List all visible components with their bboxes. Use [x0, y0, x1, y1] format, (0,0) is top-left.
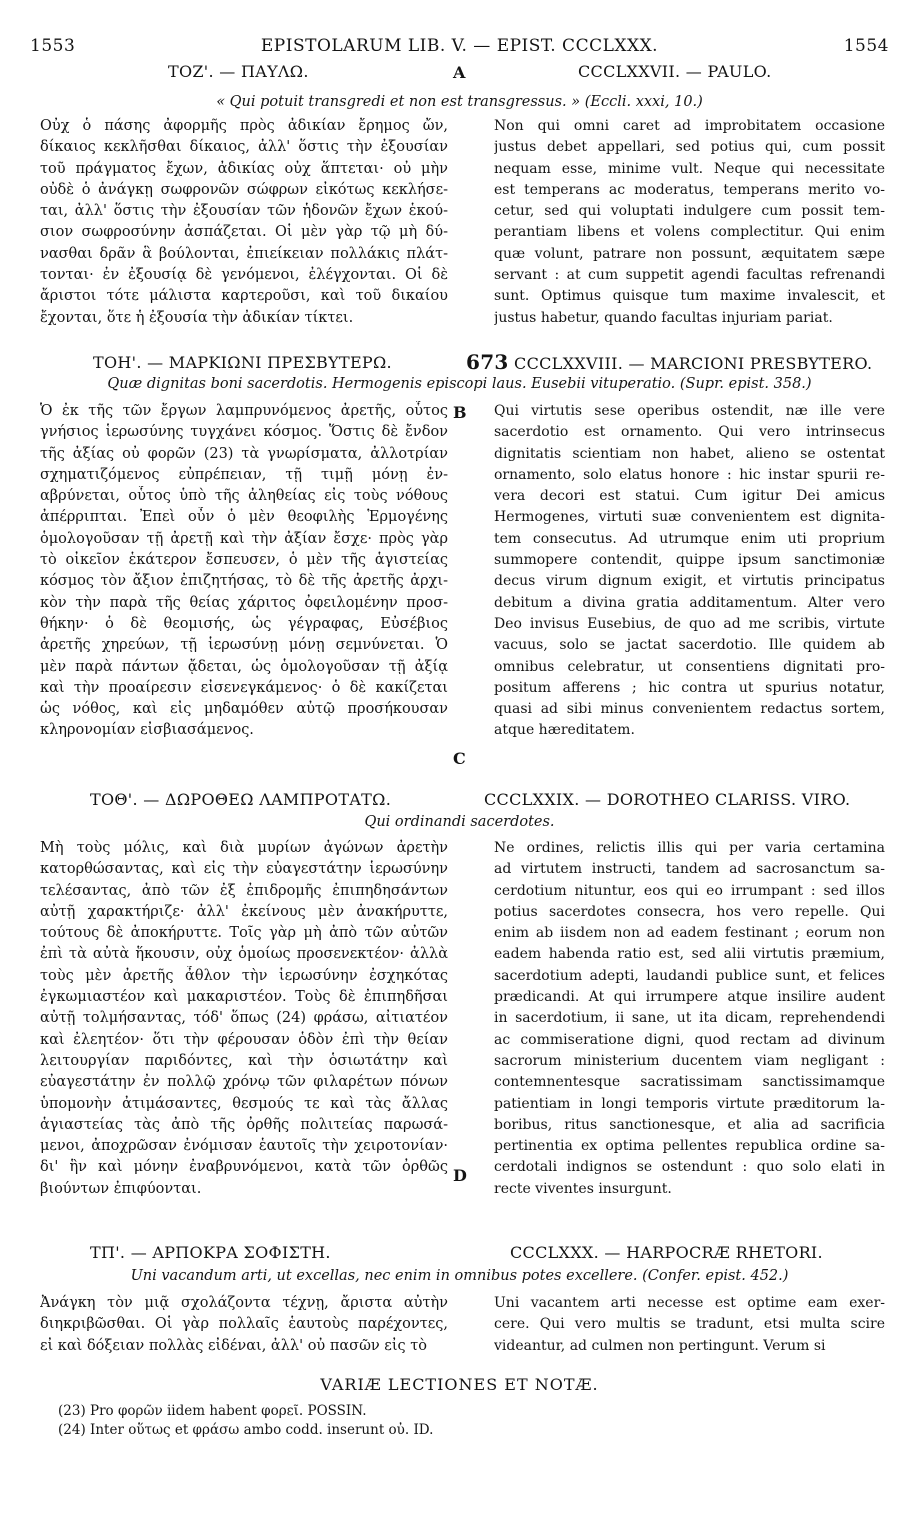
text-line: γνήσιος ἱερωσύνης τυγχάνει κόσμος. Ὅστις δὲ ἔνδον: [40, 424, 448, 441]
text-line: τελέσαντας, ἀπὸ τῶν ἐξ ἐπιδρομῆς ἐπιπηδησάντων: [40, 882, 448, 899]
text-line: τοῦ πράγματος ἔχων, ἀδικίας οὐχ ἅπτεται· οὐ μὴν: [40, 160, 448, 177]
text-line: patientiam in longi temporis virtute præditorum la-: [494, 1095, 885, 1112]
text-line: est temperans ac moderatus, temperans merito vo-: [494, 181, 885, 198]
section-2-latin-title: CCCLXXVIII. — MARCIONI PRESBYTERO.: [514, 354, 873, 373]
text-line: βιούντων ἐπιφύονται.: [40, 1180, 202, 1197]
text-line: sacerdotium adepti, laudandi publice sunt, et felices: [494, 967, 885, 984]
text-line: αὐτῇ τολμήσαντας, τόδ' ὅπως (24) φράσω, αἰτιατέον: [40, 1010, 448, 1027]
margin-marker-b: B: [453, 403, 467, 422]
notes-list: [58, 1402, 433, 1440]
text-line: ad virtutem instructi, tandem ad sacrosanctum sa-: [494, 861, 885, 878]
section-3-latin-title: CCCLXXIX. — DOROTHEO CLARISS. VIRO.: [484, 790, 851, 809]
text-line: sacrorum ministerium ducentem viam negligant :: [494, 1052, 885, 1069]
text-line: ὑπομονὴν ἀτιμάσαντες, θεσμούς τε καὶ τὰς ἄλλας: [40, 1095, 448, 1112]
section-2-latin-text: [494, 401, 885, 742]
text-line: κατορθώσαντας, καὶ εἰς τὴν εὐαγεστάτην ἱερωσύνην: [40, 861, 448, 878]
text-line: vera decori est statui. Cum igitur Dei amicus: [494, 488, 885, 505]
text-line: cetur, sed qui voluptati indulgere cum possit tem-: [494, 203, 885, 220]
text-line: θήκην· ὁ δὲ θεομισής, ὡς γέγραφας, Εὐσέβιος: [40, 615, 448, 632]
text-line: Hermogenes, virtuti suæ convenientem est dignita-: [494, 509, 885, 526]
text-line: servant : at cum suppetit agendi facultas refrenandi: [494, 267, 885, 284]
text-line: atque hæreditatem.: [494, 722, 635, 739]
text-line: οὐδὲ ὁ ἀνάγκῃ σωφρονῶν σώφρων εἰκότως κεκλήσε-: [40, 181, 448, 198]
text-line: tem consecutus. Ad utrumque enim uti proprium: [494, 530, 885, 547]
text-line: τὸ οἰκεῖον ἑκάτερον ἔσπευσεν, ὁ μὲν τῆς ἁγιστείας: [40, 552, 448, 569]
text-line: in sacerdotium, ii sane, ut ita dicam, reprehendendi: [494, 1010, 885, 1027]
notes-title: VARIÆ LECTIONES ET NOTÆ.: [320, 1375, 599, 1394]
text-line: τοὺς μὲν ἀρετῆς ἆθλον τὴν ἱερωσύνην ἐσχηκότας: [40, 967, 448, 984]
text-line: eadem habenda ratio est, sed alii virtutis præmium,: [494, 946, 885, 963]
section-2-latin-heading: [466, 350, 872, 374]
text-line: pertinentia ex optima pellentes republica ordine sa-: [494, 1138, 885, 1155]
section-1-greek-text: [40, 116, 448, 329]
section-1-latin-title: CCCLXXVII. — PAULO.: [578, 62, 772, 81]
text-line: perantiam libens et volens complectitur. Qui enim: [494, 224, 885, 241]
section-4-greek-title: ΤΠ'. — ΑΡΠΟΚΡΑ ΣΟΦΙΣΤΗ.: [90, 1243, 331, 1262]
text-line: quæ volunt, patrare non possunt, æquitatem sæpe: [494, 245, 885, 262]
text-line: videantur, ad culmen non pertingunt. Verum si: [494, 1337, 826, 1354]
text-line: δι' ἣν καὶ μόνην ἐναβρυνόμενοι, κατὰ τῶν ὀρθῶς: [40, 1159, 448, 1176]
text-line: dignitatis scientiam non habet, alieno se ostentat: [494, 445, 885, 462]
text-line: σιον σωφροσύνην ἀσπάζεται. Οἱ μὲν γὰρ τῷ μὴ δύ-: [40, 224, 448, 241]
text-line: τούτους δὲ ἀποκήρυττε. Τοῖς γὰρ μὴ ἀπὸ τῶν αὐτῶν: [40, 925, 448, 942]
text-line: summopere contendit, quippe ipsum sanctimoniæ: [494, 552, 885, 569]
text-line: μενοι, ἀποχρῶσαν ἐνόμισαν ἑαυτοῖς τὴν χειροτονίαν·: [40, 1138, 448, 1155]
section-1-greek-title: ΤΟΖ'. — ΠΑΥΛΩ.: [168, 62, 309, 81]
text-line: omnibus celebratur, ut consentiens dignitati pro-: [494, 658, 885, 675]
text-line: εὐαγεστάτην ἐν πολλῷ χρόνῳ τῶν φιλαρέτων πόνων: [40, 1074, 448, 1091]
text-line: κληρονομίαν εἰσβιασάμενος.: [40, 722, 254, 739]
text-line: cerdotali indignos se ostendunt : quo solo elati in: [494, 1159, 885, 1176]
text-line: nequam esse, minime vult. Neque qui necessitate: [494, 160, 885, 177]
margin-marker-a: A: [453, 63, 466, 82]
section-3-greek-text: [40, 838, 448, 1200]
text-line: cerdotium nituntur, eos qui eo irrumpant : sed illos: [494, 882, 885, 899]
text-line: Qui virtutis sese operibus ostendit, næ ille vere: [494, 403, 885, 419]
text-line: decus virum dignum exigit, et virtutis principatus: [494, 573, 885, 590]
text-line: ἐγκωμιαστέον καὶ μακαριστέον. Τοὺς δὲ ἐπιπηδῆσαι: [40, 989, 448, 1006]
text-line: justus debet appellari, sed potius qui, cum possit: [494, 139, 885, 156]
note-item: (23) Pro φορῶν iidem habent φορεῖ. POSSIN.: [58, 1403, 367, 1419]
text-line: αὐτῇ χαρακτήριζε· ἀλλ' ἐκείνους μὲν ἀνακήρυττε,: [40, 903, 448, 920]
section-3-greek-title: ΤΟΘ'. — ΔΩΡΟΘΕΩ ΛΑΜΠΡΟΤΑΤΩ.: [90, 790, 392, 809]
text-line: νασθαι δρᾶν ἃ βούλονται, ἐπιείκειαν πολλάκις πλάτ-: [40, 245, 448, 262]
text-line: potius sacerdotes consecra, hos vero repelle. Qui: [494, 903, 885, 920]
text-line: ἀπέρριπται. Ἐπεὶ οὖν ὁ μὲν θεοφιλὴς Ἑρμογένης: [40, 509, 448, 526]
text-line: δίκαιος κεκλῆσθαι δίκαιος, ἀλλ' ὅστις τὴν ἐξουσίαν: [40, 139, 448, 156]
text-line: Uni vacantem arti necesse est optime eam exer-: [494, 1295, 885, 1311]
text-line: sacerdotio est ornamento. Qui vero intrinsecus: [494, 424, 885, 441]
text-line: Ὁ ἐκ τῆς τῶν ἔργων λαμπρυνόμενος ἀρετῆς, οὗτος: [40, 403, 448, 419]
text-line: τονται· ἐν ἐξουσίᾳ δὲ γενόμενοι, ἐλέγχονται. Οἱ δὲ: [40, 267, 448, 284]
section-4-latin-title: CCCLXXX. — HARPOCRÆ RHETORI.: [510, 1243, 823, 1262]
text-line: καὶ τὴν προαίρεσιν εἰσενεγκάμενος· ὁ δὲ κακίζεται: [40, 679, 448, 696]
text-line: sunt. Optimus quisque tum maxime invalescit, et: [494, 288, 885, 305]
text-line: Ne ordines, relictis illis qui per varia certamina: [494, 840, 885, 856]
note-item: (24) Inter οὕτως et φράσω ambo codd. inserunt οὐ. ID.: [58, 1422, 434, 1438]
text-line: ornamento, solo elatus honore : hic instar spurii re-: [494, 466, 885, 483]
text-line: recte viventes insurgunt.: [494, 1180, 672, 1197]
text-line: κὸν τὴν παρὰ τῆς θείας χάριτος ὀφειλομένην προσ-: [40, 594, 448, 611]
page-number-left: 1553: [30, 36, 76, 56]
text-line: Μὴ τοὺς μόλις, καὶ διὰ μυρίων ἀγώνων ἀρετὴν: [40, 840, 448, 856]
section-2-greek-text: [40, 401, 448, 742]
text-line: boribus, ritus sanctionesque, et alia ad sacrificia: [494, 1116, 885, 1133]
running-title: EPISTOLARUM LIB. V. — EPIST. CCCLXXX.: [260, 36, 659, 56]
text-line: κόσμος τὸν ἄξιον ἐπιζητήσας, τὸ δὲ τῆς ἀρετῆς ἀρχι-: [40, 573, 448, 590]
text-line: ac commiseratione digni, quod rectam ad divinum: [494, 1031, 885, 1048]
section-4-subtitle: Uni vacandum arti, ut excellas, nec enim in omnibus potes excellere. (Confer. epist. 452.): [130, 1268, 789, 1284]
section-2-subtitle: Quæ dignitas boni sacerdotis. Hermogenis episcopi laus. Eusebii vituperatio. (Supr. epist. 358.): [107, 376, 812, 392]
text-line: Non qui omni caret ad improbitatem occasione: [494, 118, 885, 134]
margin-marker-d: D: [453, 1166, 467, 1185]
text-line: Οὐχ ὁ πάσης ἀφορμῆς πρὸς ἀδικίαν ἔρημος ὤν,: [40, 118, 448, 134]
text-line: vacuus, solo se jactat sacerdotio. Ille quidem ab: [494, 637, 885, 654]
running-header: [30, 36, 889, 58]
text-line: εἰ καὶ δόξειαν πολλὰς εἰδέναι, ἀλλ' οὐ πασῶν εἰς τὸ: [40, 1337, 427, 1354]
text-line: ὡς νόθος, καὶ εἰς μηδαμόθεν αὐτῷ προσήκουσαν: [40, 701, 448, 718]
text-line: Ἀνάγκη τὸν μιᾷ σχολάζοντα τέχνῃ, ἄριστα αὐτὴν: [40, 1295, 448, 1311]
text-line: μὲν παρὰ πάντων ᾄδεται, ὡς ὁμολογοῦσαν τῇ ἀξίᾳ: [40, 658, 448, 675]
section-3-latin-text: [494, 838, 885, 1200]
text-line: ἔχονται, ὅτε ἡ ἐξουσία τὴν ἀδικίαν τίκτει.: [40, 309, 354, 326]
text-line: quasi ad sibi minus convenientem redactus sortem,: [494, 701, 885, 718]
text-line: λειτουργίαν παριδόντες, καὶ τὴν ὁσιωτάτην καὶ: [40, 1052, 448, 1069]
text-line: ται, ἀλλ' ὅστις τὴν ἐξουσίαν τῶν ἡδονῶν ἔχων ἑκού-: [40, 203, 448, 220]
section-4-greek-text: [40, 1293, 448, 1357]
text-line: enim ab iisdem non ad eadem festinant ; eorum non: [494, 925, 885, 942]
margin-marker-c: C: [453, 749, 466, 768]
text-line: Deo invisus Eusebius, de quo ad me scribis, virtute: [494, 615, 885, 632]
section-1-subtitle: « Qui potuit transgredi et non est transgressus. » (Eccli. xxxi, 10.): [216, 94, 703, 110]
text-line: καὶ ἐλεητέον· ὅτι τὴν φέρουσαν ὁδὸν ἐπὶ τὴν θείαν: [40, 1031, 448, 1048]
text-line: σχηματιζόμενος εὐπρέπειαν, τῇ τιμῇ μόνῃ ἐν-: [40, 466, 448, 483]
column-number: 673: [466, 350, 509, 374]
text-line: contemnentesque sacratissimam sanctissimamque: [494, 1074, 885, 1091]
text-line: διηκριβῶσθαι. Οἱ γὰρ πολλαῖς ἑαυτοὺς παρέχοντες,: [40, 1316, 448, 1333]
page-number-right: 1554: [843, 36, 889, 56]
section-4-latin-text: [494, 1293, 885, 1357]
section-1-latin-text: [494, 116, 885, 329]
section-2-greek-title: ΤΟΗ'. — ΜΑΡΚΙΩΝΙ ΠΡΕΣΒΥΤΕΡΩ.: [93, 353, 392, 372]
text-line: justus habetur, quando facultas injuriam pariat.: [494, 309, 833, 326]
section-3-subtitle: Qui ordinandi sacerdotes.: [364, 814, 555, 830]
text-line: ἄριστοι τότε μάλιστα καρτεροῦσι, καὶ τοῦ δικαίου: [40, 288, 448, 305]
text-line: ἐπὶ τὰ αὐτὰ ἥκουσιν, οὐχ ὁμοίως προσενεκτέον· ἀλλὰ: [40, 946, 448, 963]
text-line: cere. Qui vero multis se tradunt, etsi multa scire: [494, 1316, 885, 1333]
text-line: τῆς ἀξίας οὐ φορῶν (23) τὰ γνωρίσματα, ἀλλοτρίαν: [40, 445, 448, 462]
text-line: αβρύνεται, οὗτος ὑπὸ τῆς ἀληθείας εἰς τοὺς νόθους: [40, 488, 448, 505]
text-line: ἀρετῆς χηρεύων, τῇ ἱερωσύνῃ μόνῃ σεμνύνεται. Ὁ: [40, 637, 448, 654]
text-line: prædicandi. At qui irrumpere atque insilire audent: [494, 989, 885, 1006]
text-line: ὁμολογοῦσαν τῇ ἀρετῇ καὶ τὴν ἀξίαν ἔσχε· πρὸς γὰρ: [40, 530, 448, 547]
text-line: ἁγιαστείας τὰς ἀπὸ τῆς ὀρθῆς πολιτείας παρωσά-: [40, 1116, 448, 1133]
text-line: positum afferens ; hic contra ut spurius notatur,: [494, 679, 885, 696]
text-line: debitum a divina gratia additamentum. Alter vero: [494, 594, 885, 611]
